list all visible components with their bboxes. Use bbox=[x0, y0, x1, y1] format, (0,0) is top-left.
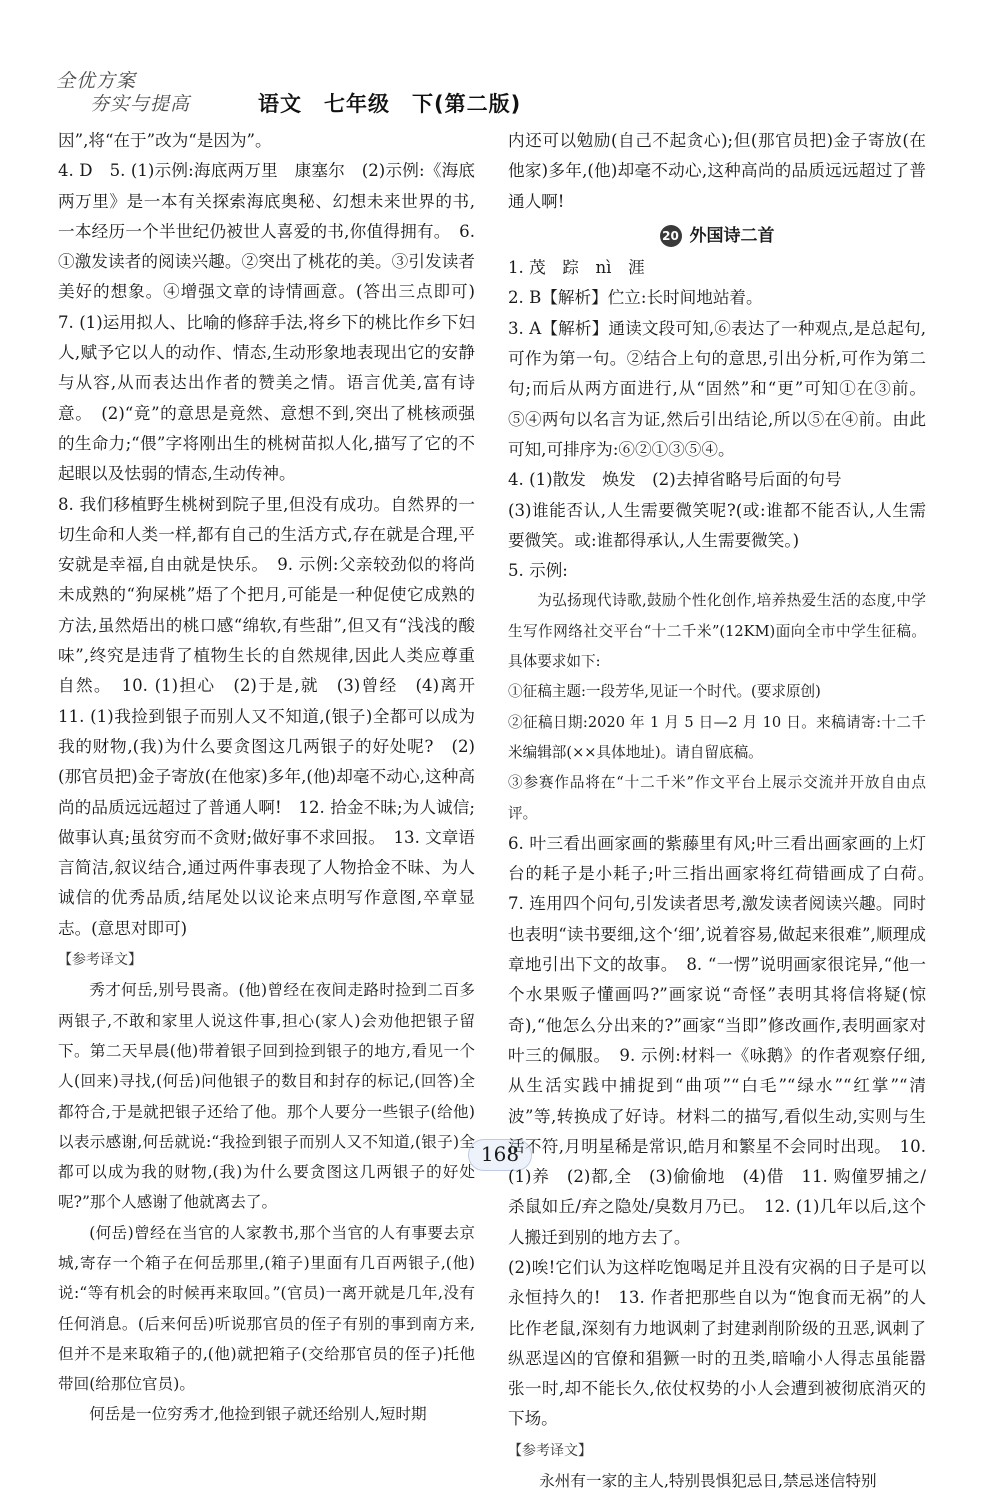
sample-notice: ②征稿日期:2020 年 1 月 5 日—2 月 10 日。来稿请寄:十二千米编辑部(××具体地址)。请自留底稿。 bbox=[508, 713, 926, 761]
section-heading bbox=[508, 221, 926, 251]
answer-text: 因”,将“在于”改为“是因为”。 bbox=[58, 131, 272, 150]
reference-translation-tag: 【参考译文】 bbox=[58, 952, 142, 969]
logo-line2: 夯实与提高 bbox=[90, 93, 191, 115]
section-number-badge: 20 bbox=[660, 225, 682, 247]
answer-text: 5. 示例: bbox=[508, 561, 568, 581]
answer-text: 8. 我们移植野生桃树到院子里,但没有成功。自然界的一切生命和人类一样,都有自己的生活方式,存在就是合理,平安就是幸福,自由就是快乐。 9. 示例:父亲较劲似的将尚未成熟的“狗屎桃”焐了个把月,可能是一种促使它成熟的方法,虽然焐出的桃口感“绵软,有些甜”,但又有“浅浅的酸味”,终究是违背了植物生长的自然规律,因此人类应尊重自然。 10. (1)担心 (2)于是,就 (3)曾经 (4)离开 11. (1)我捡到银子而别人又不知道,(银子)全都可以成为我的财物,(我)为什么要贪图这几两银子的好处呢? (2)(那官员把)金子寄放(在他家)多年,(他)却毫不动心,这种高尚的品质远远超过了普通人啊! 12. 拾金不昧;为人诚信;做事认真;虽贫穷而不贪财;做好事不求回报。 13. 文章语言简洁,叙议结合,通过两件事表现了人物拾金不昧、为人诚信的优秀品质,结尾处以议论来点明写作意图,卒章显志。(意思对即可) bbox=[58, 494, 492, 938]
translation-paragraph: 何岳是一位穷秀才,他捡到银子就还给别人,短时期 bbox=[89, 1405, 427, 1424]
answer-text: (3)谁能否认,人生需要微笑呢?(或:谁都不能否认,人生需要微笑。或:谁都得承认,人生需要微笑。) bbox=[508, 500, 926, 550]
answer-text: 4. D 5. (1)示例:海底两万里 康塞尔 (2)示例:《海底两万里》是一本有关探索海底奥秘、幻想未来世界的书,一本经历一个半世纪仍被世人喜爱的书,你值得拥有。 6. ①激发读者的阅读兴趣。②突出了桃花的美。③引发读者美好的想象。④增强文章的诗情画意。(答出三点即可) 7. (1)运用拟人、比喻的修辞手法,将乡下的桃比作乡下妇人,赋予它以人的动作、情态,生动形象地表现出它的安静与从容,从而表达出作者的赞美之情。语言优美,富有诗意。 (2)“竟”的意思是竟然、意想不到,突出了桃核顽强的生命力;“偎”字将刚出生的桃树苗拟人化,描写了它的不起眼以及怯弱的情态,生动传神。 bbox=[58, 161, 492, 484]
answer-text: 3. A【解析】通读文段可知,⑥表达了一种观点,是总起句,可作为第一句。②结合上句的意思,引出分析,可作为第二句;而后从两方面进行,从“固然”和“更”可知①在③前。⑤④两句以名言为证,然后引出结论,所以⑤在④前。由此可知,可排序为:⑥②①③⑤④。 bbox=[508, 318, 926, 459]
answer-text: 6. 叶三看出画家画的紫藤里有风;叶三看出画家画的上灯台的耗子是小耗子;叶三指出画家将红荷错画成了白荷。 7. 连用四个问句,引发读者思考,激发读者阅读兴趣。同时也表明“读书要细,这个‘细’,说着容易,做起来很难”,顺理成章地引出下文的故事。 8. “一愣”说明画家很诧异,“他一个水果贩子懂画吗?”画家说“奇怪”表明其将信将疑(惊奇),“他怎么分出来的?”画家“当即”修改画作,表明画家对叶三的佩服。 9. 示例:材料一《咏鹅》的作者观察仔细,从生活实践中捕捉到“曲项”“白毛”“绿水”“红掌”“清波”等,转换成了好诗。材料二的描写,看似生动,实则与生活不符,月明星稀是常识,皓月和繁星不会同时出现。 10. (1)养 (2)都,全 (3)偷偷地 (4)借 11. 购僮罗捕之/杀鼠如丘/弃之隐处/臭数月乃已。 12. (1)几年以后,这个人搬迁到别的地方去了。 bbox=[508, 833, 943, 1247]
logo-line1: 全优方案 bbox=[56, 70, 137, 92]
sample-notice: ①征稿主题:一段芳华,见证一个时代。(要求原创) bbox=[508, 683, 821, 701]
answer-text: 2. B【解析】伫立:长时间地站着。 bbox=[508, 288, 763, 308]
translation-paragraph: 永州有一家的主人,特别畏惧犯忌日,禁忌迷信特别 bbox=[539, 1472, 877, 1491]
translation-paragraph: (何岳)曾经在当官的人家教书,那个当官的人有事要去京城,寄存一个箱子在何岳那里,(箱子)里面有几百两银子,(他)说:“等有机会的时候再来取回。”(官员)一离开就是几年,没有任何消息。(后来何岳)听说那官员的侄子有别的事到南方来,但并不是来取箱子的,(他)就把箱子(交给那官员的侄子)托他带回(给那位官员)。 bbox=[58, 1223, 475, 1394]
left-column bbox=[58, 126, 492, 1430]
sample-notice: 为弘扬现代诗歌,鼓励个性化创作,培养热爱生活的态度,中学生写作网络社交平台“十二千米”(12KM)面向全市中学生征稿。具体要求如下: bbox=[508, 592, 926, 671]
answer-text: 4. (1)散发 焕发 (2)去掉省略号后面的句号 bbox=[508, 470, 842, 490]
book-logo bbox=[48, 62, 238, 118]
right-column bbox=[508, 126, 943, 1496]
answer-text: (2)唉!它们认为这样吃饱喝足并且没有灾祸的日子是可以永恒持久的! 13. 作者把那些自以为“饱食而无祸”的人比作老鼠,深刻有力地讽刺了封建剥削阶级的丑恶,讽刺了纵恶逞凶的官僚和猖獗一时的丑类,暗喻小人得志虽能嚣张一时,却不能长久,依仗权势的小人会遭到被彻底消灭的下场。 bbox=[508, 1257, 926, 1429]
sample-notice: ③参赛作品将在“十二千米”作文平台上展示交流并开放自由点评。 bbox=[508, 774, 926, 822]
answer-text: 1. 茂 踪 nì 涯 bbox=[508, 258, 645, 278]
page-header-title: 语文 七年级 下(第二版) bbox=[258, 92, 522, 116]
page-number: 168 bbox=[468, 1137, 532, 1171]
section-title: 外国诗二首 bbox=[689, 225, 775, 246]
answer-text: 内还可以勉励(自己不起贪心);但(那官员把)金子寄放(在他家)多年,(他)却毫不动心,这种高尚的品质远远超过了普通人啊! bbox=[508, 131, 926, 211]
reference-translation-tag: 【参考译文】 bbox=[508, 1442, 592, 1459]
translation-paragraph: 秀才何岳,别号畏斋。(他)曾经在夜间走路时捡到二百多两银子,不敢和家里人说这件事,担心(家人)会劝他把银子留下。第二天早晨(他)带着银子回到捡到银子的地方,看见一个人(回来)寻找,(何岳)问他银子的数目和封存的标记,(回答)全都符合,于是就把银子还给了他。那个人要分一些银子(给他)以表示感谢,何岳就说:“我捡到银子而别人又不知道,(银子)全都可以成为我的财物,(我)为什么要贪图这几两银子的好处呢?”那个人感谢了他就离去了。 bbox=[58, 981, 475, 1212]
